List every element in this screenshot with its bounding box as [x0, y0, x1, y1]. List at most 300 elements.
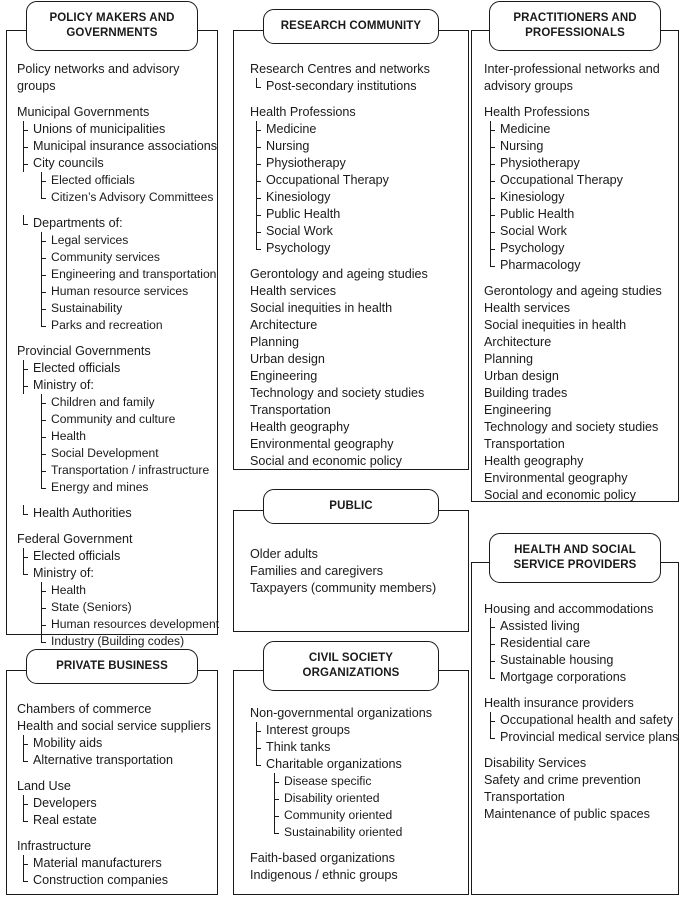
tree-tick-icon — [41, 437, 46, 438]
list-spacer — [15, 496, 211, 505]
tree-tick-icon — [256, 731, 261, 732]
list-item-label: Sustainable housing — [500, 653, 614, 667]
list-item — [482, 283, 672, 300]
list-item — [482, 419, 672, 436]
tree-tick-icon — [41, 488, 46, 489]
tree-tick-icon — [490, 738, 495, 739]
list-item-label: Environmental geography — [250, 437, 394, 451]
list-item — [248, 317, 462, 334]
list-item — [248, 300, 462, 317]
list-item — [15, 795, 211, 812]
list-item-label: Nursing — [266, 139, 310, 153]
list-item-label: Environmental geography — [484, 471, 628, 485]
tree-tick-icon — [490, 627, 495, 628]
list-item-label: Policy networks and advisory groups — [17, 62, 180, 93]
list-item-label: Mortgage corporations — [500, 670, 627, 684]
tree-tick-icon — [23, 386, 28, 387]
tree-tick-icon — [41, 642, 46, 643]
tree-elbow-icon — [23, 505, 24, 514]
list-item — [15, 616, 220, 633]
list-item-label: Health Authorities — [33, 506, 132, 520]
tree-tick-icon — [490, 130, 495, 131]
list-item — [248, 402, 462, 419]
list-item-label: Gerontology and ageing studies — [484, 284, 662, 298]
list-item-label: Departments of: — [33, 216, 123, 230]
list-spacer — [248, 95, 462, 104]
list-spacer — [15, 95, 211, 104]
list-item — [248, 266, 462, 283]
list-item — [482, 652, 672, 669]
panel-policy-makers — [6, 12, 220, 648]
tree-tick-icon — [41, 309, 46, 310]
list-item — [482, 601, 672, 618]
list-item-label: Transportation — [484, 790, 565, 804]
list-item — [248, 756, 462, 773]
tree-tick-icon — [23, 821, 28, 822]
panel-content-private-business — [7, 701, 217, 889]
list-item-label: Maintenance of public spaces — [484, 807, 650, 821]
tree-elbow-icon — [23, 752, 24, 761]
list-item-label: Social and economic policy — [484, 488, 636, 502]
list-item — [15, 300, 211, 317]
list-item-label: Engineering and transportation — [51, 267, 217, 281]
panel-title-line: RESEARCH COMMUNITY — [280, 20, 422, 32]
panel-title-line: PROFESSIONALS — [525, 27, 625, 39]
list-spacer — [248, 257, 462, 266]
tree-tick-icon — [490, 198, 495, 199]
tree-tick-icon — [256, 181, 261, 182]
tree-tick-icon — [490, 266, 495, 267]
list-item-label: City councils — [33, 156, 104, 170]
panel-title-line: ORGANIZATIONS — [302, 667, 400, 679]
list-item — [482, 121, 672, 138]
tree-tick-icon — [23, 130, 28, 131]
list-item-label: Safety and crime prevention — [484, 773, 641, 787]
tree-tick-icon — [23, 761, 28, 762]
list-item-label: Mobility aids — [33, 736, 103, 750]
list-item-label: Assisted living — [500, 619, 580, 633]
list-item — [15, 462, 211, 479]
tree-tick-icon — [490, 249, 495, 250]
list-item — [15, 633, 211, 650]
list-item-label: Gerontology and ageing studies — [250, 267, 428, 281]
tree-tick-icon — [490, 164, 495, 165]
tree-tick-icon — [23, 744, 28, 745]
list-item — [248, 436, 462, 453]
list-item — [15, 599, 211, 616]
list-item-label: Planning — [484, 352, 534, 366]
list-item — [15, 479, 211, 496]
tree-elbow-icon — [256, 240, 257, 249]
list-item-label: Psychology — [500, 241, 565, 255]
list-item — [482, 334, 672, 351]
list-item — [248, 121, 462, 138]
tree-tick-icon — [41, 608, 46, 609]
list-item — [248, 240, 462, 257]
list-item-label: Community oriented — [284, 808, 393, 822]
list-item — [15, 701, 211, 718]
panel-title-private-business — [26, 649, 198, 684]
list-item-label: Alternative transportation — [33, 753, 174, 767]
tree-elbow-icon — [490, 669, 491, 678]
list-item — [15, 428, 211, 445]
tree-elbow-icon — [256, 756, 257, 765]
list-item — [15, 360, 211, 377]
list-item — [482, 436, 672, 453]
list-item — [248, 172, 462, 189]
panel-practitioners-professionals — [471, 12, 679, 502]
list-item — [15, 812, 211, 829]
tree-tick-icon — [23, 557, 28, 558]
list-item-label: State (Seniors) — [51, 600, 132, 614]
list-item — [482, 453, 672, 470]
list-item — [248, 283, 462, 300]
tree-elbow-icon — [41, 479, 42, 488]
tree-tick-icon — [256, 164, 261, 165]
list-item-label: Elected officials — [33, 361, 121, 375]
list-item — [15, 215, 211, 232]
panel-title-line: SERVICE PROVIDERS — [513, 559, 637, 571]
list-item — [482, 206, 672, 223]
tree-tick-icon — [41, 454, 46, 455]
list-spacer — [15, 769, 211, 778]
tree-tick-icon — [256, 765, 261, 766]
tree-tick-icon — [256, 130, 261, 131]
list-item — [15, 172, 211, 189]
list-item-label: Transportation — [250, 403, 331, 417]
list-item-label: Social inequities in health — [250, 301, 393, 315]
list-item-label: Ministry of: — [33, 378, 94, 392]
tree-elbow-icon — [23, 215, 24, 224]
list-item-label: Older adults — [250, 547, 318, 561]
tree-tick-icon — [41, 471, 46, 472]
list-item-label: Provincial medical service plans — [500, 730, 679, 744]
list-item-label: Transportation / infrastructure — [51, 463, 210, 477]
list-item — [248, 206, 462, 223]
list-spacer — [482, 746, 672, 755]
list-item-label: Research Centres and networks — [250, 62, 430, 76]
tree-tick-icon — [41, 292, 46, 293]
tree-tick-icon — [41, 591, 46, 592]
list-item-label: Community services — [51, 250, 160, 264]
list-spacer — [15, 829, 211, 838]
list-item — [482, 402, 672, 419]
list-item — [15, 394, 211, 411]
list-item — [482, 755, 672, 772]
tree-tick-icon — [256, 147, 261, 148]
list-item — [15, 377, 211, 394]
list-item — [482, 223, 672, 240]
tree-tick-icon — [490, 721, 495, 722]
list-item — [248, 334, 462, 351]
list-item-label: Urban design — [250, 352, 325, 366]
list-item — [15, 752, 211, 769]
tree-tick-icon — [256, 198, 261, 199]
list-item — [248, 351, 462, 368]
list-item-label: Charitable organizations — [266, 757, 402, 771]
panel-civil-society-organizations — [233, 652, 469, 895]
list-item — [15, 565, 211, 582]
tree-tick-icon — [274, 833, 279, 834]
list-item — [482, 317, 672, 334]
tree-tick-icon — [23, 864, 28, 865]
list-item-label: Kinesiology — [500, 190, 565, 204]
tree-tick-icon — [490, 678, 495, 679]
list-item — [15, 317, 211, 334]
list-item — [248, 705, 462, 722]
panel-title-line: PUBLIC — [329, 500, 373, 512]
list-item-label: Residential care — [500, 636, 591, 650]
list-item — [248, 223, 462, 240]
list-item-label: Elected officials — [33, 549, 121, 563]
list-item — [482, 257, 672, 274]
panel-title-line: PRACTITIONERS AND — [513, 12, 637, 24]
list-item-label: Occupational health and safety — [500, 713, 673, 727]
list-item — [482, 104, 672, 121]
list-item — [248, 78, 462, 95]
list-item-label: Architecture — [250, 318, 318, 332]
list-item-label: Health Professions — [250, 105, 356, 119]
list-item-label: Architecture — [484, 335, 552, 349]
list-item — [15, 61, 211, 95]
list-item — [482, 138, 672, 155]
list-item-label: Psychology — [266, 241, 331, 255]
list-item — [248, 385, 462, 402]
tree-elbow-icon — [41, 317, 42, 326]
list-item — [15, 155, 211, 172]
list-item-label: Land Use — [17, 779, 71, 793]
list-item — [15, 121, 211, 138]
panel-title-civil-society-organizations — [263, 641, 439, 691]
list-item — [482, 351, 672, 368]
list-item — [248, 546, 462, 563]
list-item-label: Indigenous / ethnic groups — [250, 868, 398, 882]
list-item-label: Think tanks — [266, 740, 331, 754]
list-item — [248, 419, 462, 436]
list-item-label: Chambers of commerce — [17, 702, 152, 716]
tree-elbow-icon — [490, 729, 491, 738]
list-item-label: Disability oriented — [284, 791, 380, 805]
panel-content-policy-makers — [7, 61, 220, 650]
list-item — [15, 266, 217, 283]
list-item-label: Taxpayers (community members) — [250, 581, 437, 595]
list-item-label: Transportation — [484, 437, 565, 451]
panel-title-policy-makers — [26, 1, 198, 51]
list-item — [482, 155, 672, 172]
list-item — [482, 806, 672, 823]
list-item — [15, 778, 211, 795]
list-item-label: Urban design — [484, 369, 559, 383]
list-spacer — [15, 334, 211, 343]
tree-tick-icon — [23, 514, 28, 515]
list-item-label: Disability Services — [484, 756, 587, 770]
panel-title-line: POLICY MAKERS AND — [49, 12, 175, 24]
list-item — [15, 838, 211, 855]
tree-tick-icon — [23, 147, 28, 148]
panel-title-practitioners-professionals — [489, 1, 661, 51]
list-item-label: Legal services — [51, 233, 129, 247]
list-item — [248, 104, 462, 121]
list-item — [248, 773, 462, 790]
tree-elbow-icon — [23, 812, 24, 821]
panel-title-line: CIVIL SOCIETY — [308, 652, 394, 664]
list-spacer — [482, 686, 672, 695]
tree-tick-icon — [41, 241, 46, 242]
list-item-label: Health geography — [484, 454, 584, 468]
list-item-label: Developers — [33, 796, 97, 810]
tree-tick-icon — [256, 232, 261, 233]
list-item — [248, 739, 462, 756]
list-item-label: Unions of municipalities — [33, 122, 166, 136]
list-spacer — [482, 95, 672, 104]
panel-content-health-social-service-providers — [472, 601, 678, 823]
list-item-label: Faith-based organizations — [250, 851, 395, 865]
tree-tick-icon — [41, 625, 46, 626]
list-item-label: Occupational Therapy — [266, 173, 389, 187]
list-item — [248, 850, 462, 867]
list-item-label: Real estate — [33, 813, 97, 827]
list-item — [15, 138, 218, 155]
tree-tick-icon — [490, 181, 495, 182]
list-item — [15, 232, 211, 249]
tree-elbow-icon — [23, 565, 24, 574]
list-item — [15, 718, 211, 735]
list-item-label: Health geography — [250, 420, 350, 434]
list-item-label: Medicine — [266, 122, 317, 136]
list-item — [15, 189, 214, 206]
tree-tick-icon — [41, 181, 46, 182]
list-item-label: Public Health — [266, 207, 341, 221]
list-item — [248, 580, 462, 597]
panel-content-public — [234, 546, 468, 597]
list-item — [248, 189, 462, 206]
tree-tick-icon — [490, 215, 495, 216]
list-item-label: Interest groups — [266, 723, 351, 737]
list-item-label: Health and social service suppliers — [17, 719, 211, 733]
list-item-label: Health services — [250, 284, 337, 298]
panel-title-line: PRIVATE BUSINESS — [56, 660, 168, 672]
list-item-label: Health — [51, 583, 86, 597]
list-item-label: Community and culture — [51, 412, 176, 426]
tree-tick-icon — [490, 644, 495, 645]
list-item — [482, 61, 672, 95]
list-item-label: Health — [51, 429, 86, 443]
list-item-label: Kinesiology — [266, 190, 331, 204]
tree-tick-icon — [274, 816, 279, 817]
tree-tick-icon — [41, 198, 46, 199]
list-item — [15, 343, 211, 360]
panel-health-social-service-providers — [471, 544, 679, 895]
tree-tick-icon — [490, 147, 495, 148]
list-item-label: Health Professions — [484, 105, 590, 119]
panel-title-public — [263, 489, 439, 524]
panel-public — [233, 500, 469, 632]
list-item — [482, 487, 672, 504]
list-item — [248, 807, 462, 824]
list-item — [482, 772, 672, 789]
list-item — [15, 548, 211, 565]
list-spacer — [482, 274, 672, 283]
list-item-label: Social Development — [51, 446, 159, 460]
tree-tick-icon — [256, 249, 261, 250]
list-item — [248, 790, 462, 807]
list-item — [248, 368, 462, 385]
list-item-label: Post-secondary institutions — [266, 79, 417, 93]
list-item-label: Families and caregivers — [250, 564, 383, 578]
list-item — [482, 300, 672, 317]
list-spacer — [15, 206, 211, 215]
list-item-label: Sustainability — [51, 301, 123, 315]
list-item-label: Non-governmental organizations — [250, 706, 433, 720]
list-item — [482, 172, 672, 189]
panel-title-health-social-service-providers — [489, 533, 661, 583]
list-item-label: Provincial Governments — [17, 344, 151, 358]
list-item — [482, 712, 672, 729]
tree-tick-icon — [256, 87, 261, 88]
list-item — [482, 695, 672, 712]
tree-tick-icon — [490, 661, 495, 662]
list-item-label: Health services — [484, 301, 571, 315]
panel-content-practitioners-professionals — [472, 61, 678, 504]
list-item-label: Physiotherapy — [266, 156, 346, 170]
list-item — [15, 505, 211, 522]
list-item — [15, 531, 211, 548]
list-item — [482, 189, 672, 206]
list-item-label: Technology and society studies — [484, 420, 659, 434]
list-item-label: Elected officials — [51, 173, 135, 187]
list-item-label: Building trades — [484, 386, 568, 400]
list-item-label: Health insurance providers — [484, 696, 634, 710]
list-item-label: Energy and mines — [51, 480, 149, 494]
list-item — [482, 240, 672, 257]
list-item — [248, 138, 462, 155]
tree-tick-icon — [256, 215, 261, 216]
tree-elbow-icon — [274, 824, 275, 833]
tree-tick-icon — [41, 258, 46, 259]
list-item-label: Citizen’s Advisory Committees — [51, 190, 214, 204]
list-item — [15, 872, 211, 889]
list-item-label: Planning — [250, 335, 300, 349]
list-item-label: Medicine — [500, 122, 551, 136]
panel-content-research-community — [234, 61, 468, 470]
panel-title-research-community — [263, 9, 439, 44]
tree-tick-icon — [41, 403, 46, 404]
list-item-label: Human resources development — [51, 617, 220, 631]
list-item-label: Material manufacturers — [33, 856, 162, 870]
list-item — [482, 729, 679, 746]
panel-title-line: HEALTH AND SOCIAL — [514, 544, 636, 556]
list-item — [248, 824, 462, 841]
list-item — [482, 385, 672, 402]
list-item-label: Federal Government — [17, 532, 133, 546]
panel-research-community — [233, 20, 469, 470]
list-item — [482, 669, 672, 686]
list-item-label: Social Work — [266, 224, 333, 238]
panel-content-civil-society-organizations — [234, 705, 468, 884]
list-spacer — [15, 522, 211, 531]
list-item-label: Public Health — [500, 207, 575, 221]
panel-private-business — [6, 660, 218, 895]
tree-elbow-icon — [41, 633, 42, 642]
list-item — [15, 283, 211, 300]
list-item — [15, 582, 211, 599]
list-item — [15, 249, 211, 266]
list-item — [482, 789, 672, 806]
list-item — [15, 104, 211, 121]
list-item-label: Municipal Governments — [17, 105, 150, 119]
tree-tick-icon — [23, 164, 28, 165]
list-item-label: Human resource services — [51, 284, 189, 298]
